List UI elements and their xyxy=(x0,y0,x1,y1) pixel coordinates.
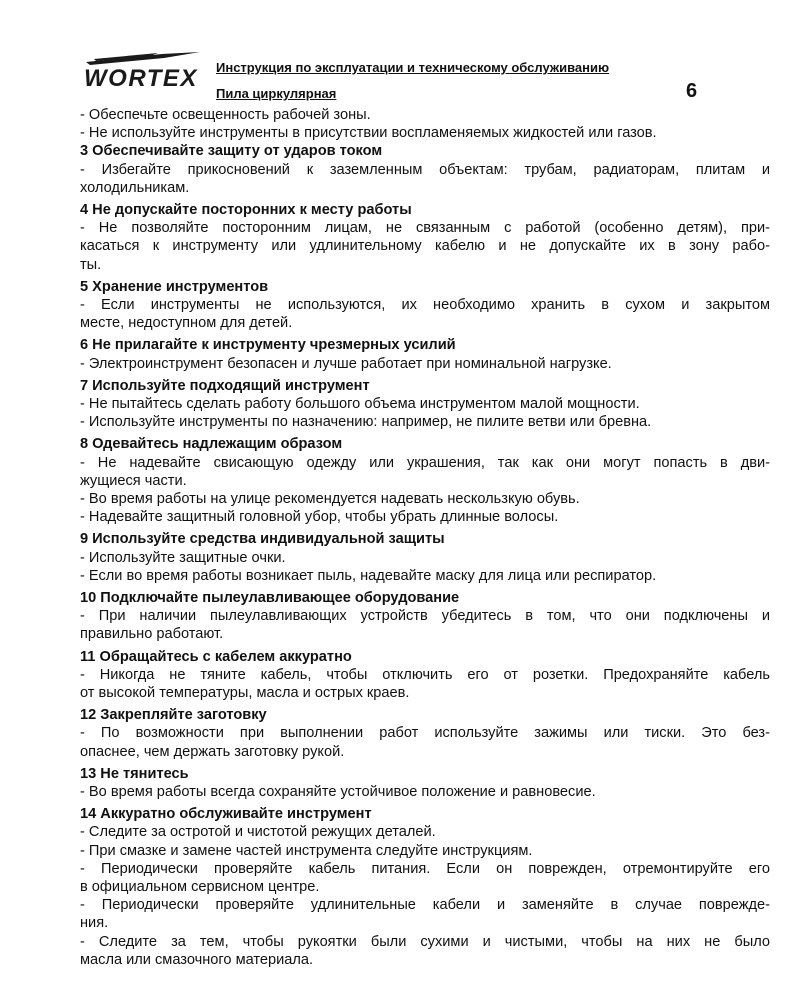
instruction-section xyxy=(80,805,770,969)
wortex-logo-graphic xyxy=(80,48,202,94)
section-text-line: - Если инструменты не используются, их необходимо хранить в сухом и закрытом xyxy=(80,296,770,313)
instruction-section xyxy=(80,530,770,585)
section-text-line: месте, недоступном для детей. xyxy=(80,315,293,332)
section-text-line: правильно работают. xyxy=(80,626,224,643)
instruction-section xyxy=(80,336,770,372)
section-text-line: - Используйте защитные очки. xyxy=(80,549,286,566)
section-text-line: - Используйте инструменты по назначению: например, не пилите ветви или бревна. xyxy=(80,414,652,431)
intro-line: - Обеспечьте освещенность рабочей зоны. xyxy=(80,107,371,123)
section-text-line: - Периодически проверяйте кабель питания. Если он поврежден, отремонтируйте его xyxy=(80,860,770,877)
section-text-line: жущиеся части. xyxy=(80,472,187,489)
intro-block xyxy=(80,106,770,142)
section-text-line: - Не пытайтесь сделать работу большого объема инструментом малой мощности. xyxy=(80,395,640,412)
section-text-line: опаснее, чем держать заготовку рукой. xyxy=(80,743,345,760)
section-title: 5 Хранение инструментов xyxy=(80,278,269,295)
logo-wordmark: WORTEX xyxy=(84,65,198,92)
section-text-line: - По возможности при выполнении работ используйте зажимы или тиски. Это без- xyxy=(80,725,770,742)
instruction-section xyxy=(80,435,770,526)
wortex-logo xyxy=(80,48,202,94)
section-text-line: в официальном сервисном центре. xyxy=(80,878,320,895)
instruction-section xyxy=(80,377,770,432)
section-title: 13 Не тянитесь xyxy=(80,765,189,782)
section-text-line: от высокой температуры, масла и острых краев. xyxy=(80,684,410,701)
section-title: 12 Закрепляйте заготовку xyxy=(80,707,267,724)
instruction-section xyxy=(80,648,770,703)
instruction-section xyxy=(80,706,770,761)
page-number: 6 xyxy=(686,80,698,102)
section-text-line: - Следите за остротой и чистотой режущих деталей. xyxy=(80,824,436,841)
instruction-section xyxy=(80,201,770,274)
section-text-line: - Следите за тем, чтобы рукоятки были сухими и чистыми, чтобы на них не было xyxy=(80,933,770,950)
section-title: 14 Аккуратно обслуживайте инструмент xyxy=(80,806,372,823)
intro-line: - Не используйте инструменты в присутствии воспламеняемых жидкостей или газов. xyxy=(80,125,657,142)
section-title: 3 Обеспечивайте защиту от ударов током xyxy=(80,143,383,160)
section-text-line: - Не надевайте свисающую одежду или украшения, так как они могут попасть в дви- xyxy=(80,454,770,471)
section-text-line: - Надевайте защитный головной убор, чтобы убрать длинные волосы. xyxy=(80,509,559,526)
section-text-line: - Электроинструмент безопасен и лучше работает при номинальной нагрузке. xyxy=(80,355,612,372)
section-title: 6 Не прилагайте к инструменту чрезмерных усилий xyxy=(80,337,456,354)
section-text-line: касаться к инструменту или удлинительному кабелю и не допускайте их в зону рабо- xyxy=(80,238,770,255)
sections-list xyxy=(80,142,770,969)
section-title: 10 Подключайте пылеулавливающее оборудование xyxy=(80,590,460,606)
section-text-line: - При наличии пылеулавливающих устройств убедитесь в том, что они подключены и xyxy=(80,608,770,625)
section-title: 9 Используйте средства индивидуальной защиты xyxy=(80,531,445,548)
document-title: Инструкция по эксплуатации и техническому обслуживанию xyxy=(216,60,610,75)
section-title: 8 Одевайтесь надлежащим образом xyxy=(80,436,343,453)
section-title: 11 Обращайтесь с кабелем аккуратно xyxy=(80,648,352,665)
section-text-line: - Избегайте прикосновений к заземленным объектам: трубам, радиаторам, плитам и xyxy=(80,161,770,178)
instruction-section xyxy=(80,765,770,801)
instruction-section xyxy=(80,142,770,197)
instruction-section xyxy=(80,589,770,644)
section-text-line: холодильникам. xyxy=(80,179,190,196)
document-subtitle: Пила циркулярная xyxy=(216,86,337,101)
section-text-line: - Во время работы на улице рекомендуется надевать нескользкую обувь. xyxy=(80,490,580,507)
section-text-line: ния. xyxy=(80,915,109,932)
instruction-section xyxy=(80,278,770,333)
instructions-body xyxy=(80,106,770,969)
section-text-line: - Не позволяйте посторонним лицам, не связанным с работой (особенно детям), при- xyxy=(80,220,770,237)
section-text-line: - Никогда не тяните кабель, чтобы отключить его от розетки. Предохраняйте кабель xyxy=(80,666,770,683)
section-text-line: - Во время работы всегда сохраняйте устойчивое положение и равновесие. xyxy=(80,783,596,800)
section-text-line: - Если во время работы возникает пыль, надевайте маску для лица или респиратор. xyxy=(80,567,657,584)
section-text-line: ты. xyxy=(80,256,102,273)
section-title: 4 Не допускайте посторонних к месту работы xyxy=(80,202,412,218)
section-text-line: - Периодически проверяйте удлинительные кабели и заменяйте в случае поврежде- xyxy=(80,897,770,914)
section-title: 7 Используйте подходящий инструмент xyxy=(80,377,370,394)
section-text-line: - При смазке и замене частей инструмента следуйте инструкциям. xyxy=(80,842,533,859)
section-text-line: масла или смазочного материала. xyxy=(80,951,314,968)
